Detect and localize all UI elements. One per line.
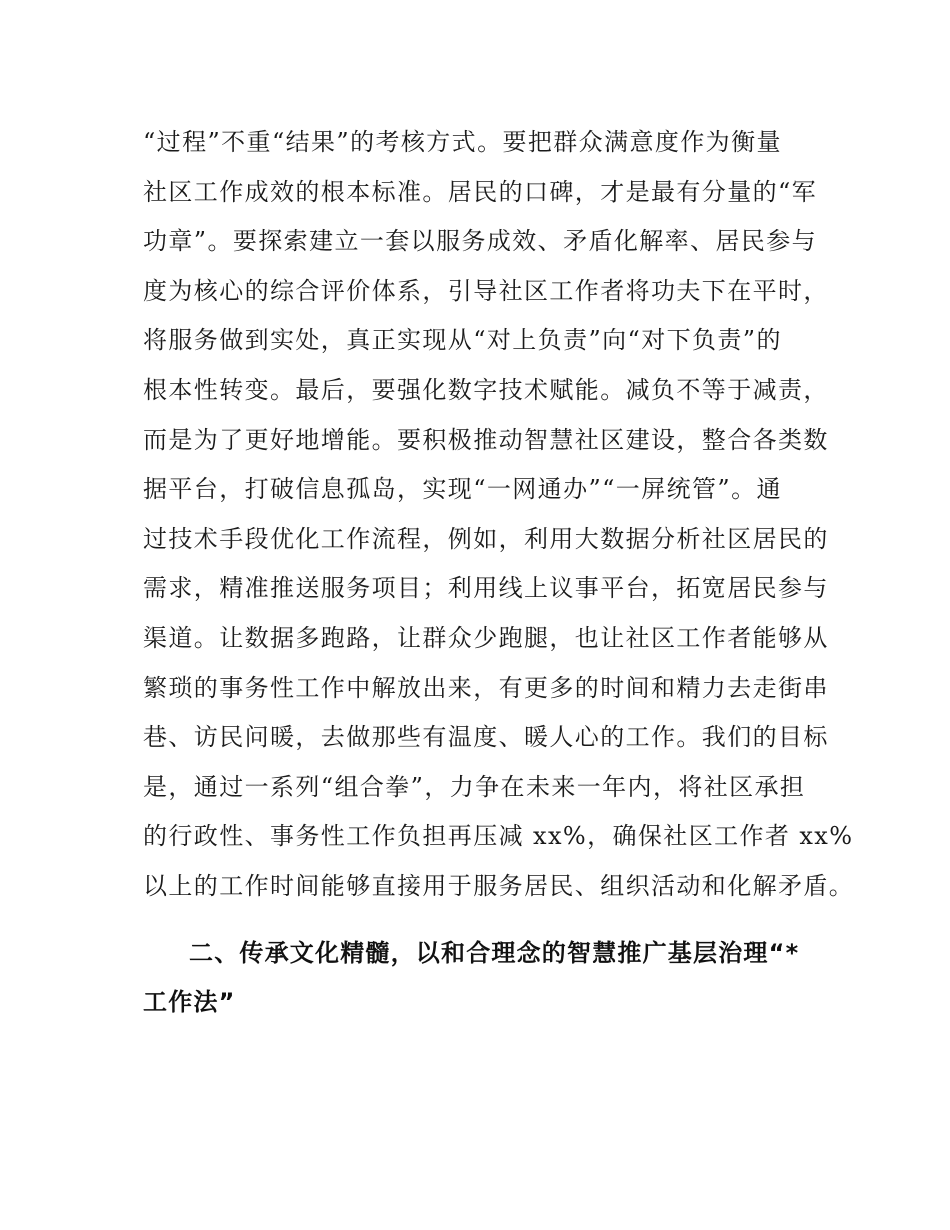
- paragraph-line: 社区工作成效的根本标准。居民的口碑，才是最有分量的“军: [143, 177, 818, 206]
- paragraph-line: 以上的工作时间能够直接用于服务居民、组织活动和化解矛盾。: [143, 871, 855, 900]
- heading-line: 工作法”: [143, 988, 236, 1016]
- paragraph-line: 的行政性、事务性工作负担再压减 xx%，确保社区工作者 xx%: [143, 822, 854, 851]
- paragraph-line: “过程”不重“结果”的考核方式。要把群众满意度作为衡量: [143, 128, 782, 156]
- paragraph-line: 渠道。让数据多跑路，让群众少跑腿，也让社区工作者能够从: [143, 623, 829, 652]
- paragraph-line: 据平台，打破信息孤岛，实现“一网通办”“一屏统管”。通: [143, 475, 782, 504]
- paragraph-line: 而是为了更好地增能。要积极推动智慧社区建设，整合各类数: [143, 425, 829, 454]
- paragraph-line: 根本性转变。最后，要强化数字技术赋能。减负不等于减责，: [143, 375, 829, 404]
- paragraph-line: 过技术手段优化工作流程，例如，利用大数据分析社区居民的: [143, 524, 829, 553]
- heading-line: 二、传承文化精髓，以和合理念的智慧推广基层治理“*: [189, 939, 800, 967]
- paragraph-line: 是，通过一系列“组合拳”，力争在未来一年内，将社区承担: [143, 772, 806, 801]
- section-heading: [143, 932, 843, 1030]
- body-paragraph: [143, 122, 855, 916]
- paragraph-line: 需求，精准推送服务项目；利用线上议事平台，拓宽居民参与: [143, 574, 829, 603]
- paragraph-line: 巷、访民问暖，去做那些有温度、暖人心的工作。我们的目标: [143, 723, 829, 752]
- paragraph-line: 度为核心的综合评价体系，引导社区工作者将功夫下在平时，: [143, 276, 829, 305]
- paragraph-line: 繁琐的事务性工作中解放出来，有更多的时间和精力去走街串: [143, 673, 829, 702]
- paragraph-line: 将服务做到实处，真正实现从“对上负责”向“对下负责”的: [143, 326, 782, 355]
- paragraph-line: 功章”。要探索建立一套以服务成效、矛盾化解率、居民参与: [143, 227, 818, 256]
